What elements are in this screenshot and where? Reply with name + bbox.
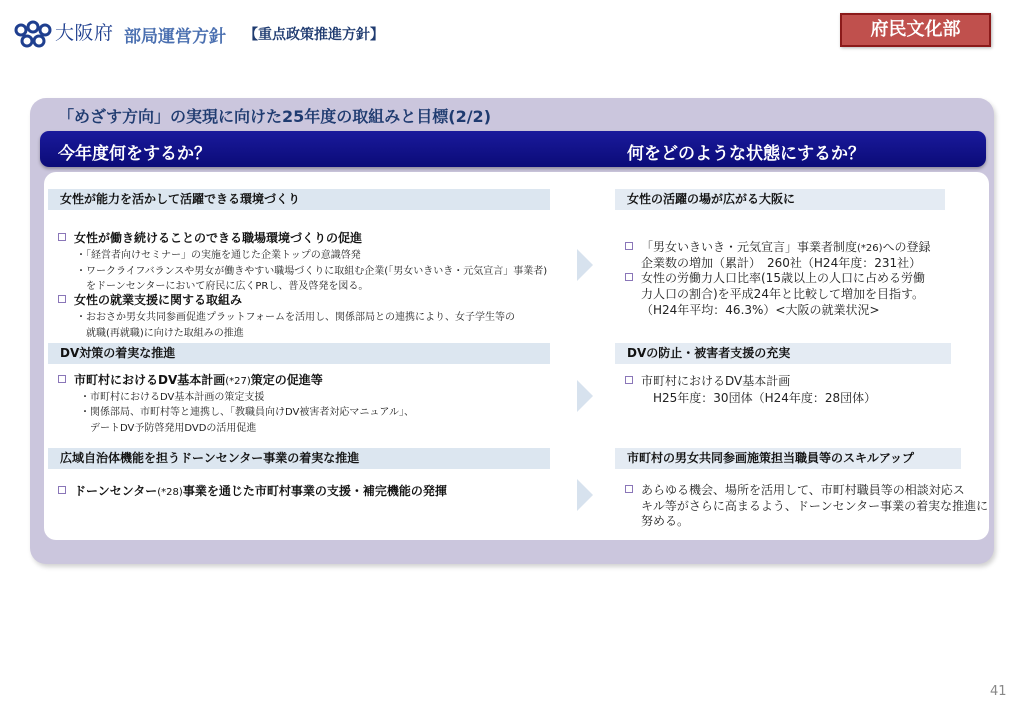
row-3-right-item-1-line-3: 努める。 <box>641 514 690 528</box>
row-2-item-1-sub-2: ・関係部局、市町村等と連携し、「教職員向けDV被害者対応マニュアル」、 <box>80 407 414 418</box>
arrow-right-icon <box>577 479 593 511</box>
row-3-right-item-1: あらゆる機会、場所を活用して、市町村職員等の相談対応ス <box>625 481 965 498</box>
row-1-item-1-title: 女性が働き続けることのできる職場環境づくりの促進 <box>58 229 362 246</box>
section-subtitle: 【重点政策推進方針】 <box>244 27 384 43</box>
row-3-right-item-1-line-2: キル等がさらに高まるよう、ドーンセンター事業の着実な推進に <box>641 499 989 513</box>
row-1-right-item-1: 「男女いきいき・元気宣言」事業者制度(*26)への登録 <box>625 238 931 255</box>
row-1-right-item-2: 女性の労働力人口比率(15歳以上の人口に占める労働 <box>625 269 925 286</box>
section-title: 部局運営方針 <box>124 27 226 47</box>
row-2-item-1-sub-1: ・市町村におけるDV基本計画の策定支援 <box>80 392 265 403</box>
row-1-item-1-sub-2: ・ワークライフバランスや男女が働きやすい職場づくりに取組む企業(「男女いきいき・元気宣言」事業者) <box>76 266 548 277</box>
row-2-item-1-title: 市町村におけるDV基本計画(*27)策定の促進等 <box>58 371 323 388</box>
department-badge: 府民文化部 <box>840 13 991 47</box>
row-2-right-item-1: 市町村におけるDV基本計画 <box>625 372 790 389</box>
osaka-logo-icon <box>14 20 52 48</box>
row-1-item-2-title: 女性の就業支援に関する取組み <box>58 291 242 308</box>
row-2-right-item-1-line-2: H25年度：30団体（H24年度：28団体） <box>641 391 877 405</box>
row-3-item-1-title: ドーンセンター(*28)事業を通じた市町村事業の支援・補完機能の発揮 <box>58 482 447 499</box>
row-2-left-bar: DV対策の着実な推進 <box>48 343 550 364</box>
checkbox-square-icon <box>58 486 66 494</box>
checkbox-square-icon <box>625 376 633 384</box>
row-1-right-item-2-line-2: 力人口の割合)を平成24年と比較して増加を目指す。 <box>641 287 924 301</box>
checkbox-square-icon <box>58 375 66 383</box>
left-column-heading: 今年度何をするか？ <box>58 144 211 164</box>
right-column-heading: 何をどのような状態にするか？ <box>627 144 865 164</box>
row-2-right-bar: DVの防止・被害者支援の充実 <box>615 343 951 364</box>
page-number: 41 <box>990 684 1007 699</box>
row-1-item-1-sub-3: をドーンセンターにおいて府民に広くPRし、普及啓発を図る。 <box>76 281 369 292</box>
row-1-right-bar: 女性の活躍の場が広がる大阪に <box>615 189 945 210</box>
row-1-right-item-2-line-3: （H24年平均：46.3%）<大阪の就業状況> <box>641 303 880 317</box>
row-3-right-bar: 市町村の男女共同参画施策担当職員等のスキルアップ <box>615 448 961 469</box>
row-1-item-2-sub-1: ・おおさか男女共同参画促進プラットフォームを活用し、関係部局との連携により、女子学生等の <box>76 312 515 323</box>
panel-title: 「めざす方向」の実現に向けた25年度の取組みと目標(2/2) <box>58 107 492 126</box>
row-2-item-1-sub-3: デートDV予防啓発用DVDの活用促進 <box>80 423 257 434</box>
checkbox-square-icon <box>625 485 633 493</box>
row-1-left-bar: 女性が能力を活かして活躍できる環境づくり <box>48 189 550 210</box>
checkbox-square-icon <box>58 233 66 241</box>
checkbox-square-icon <box>625 273 633 281</box>
row-1-right-item-1-line-2: 企業数の増加（累計） 260社（H24年度：231社） <box>641 256 922 270</box>
row-1-item-1-sub-1: ・「経営者向けセミナー」の実施を通じた企業トップの意識啓発 <box>76 250 361 261</box>
arrow-right-icon <box>577 380 593 412</box>
row-3-left-bar: 広域自治体機能を担うドーンセンター事業の着実な推進 <box>48 448 550 469</box>
checkbox-square-icon <box>58 295 66 303</box>
row-1-item-2-sub-2: 就職(再就職)に向けた取組みの推進 <box>76 328 244 339</box>
checkbox-square-icon <box>625 242 633 250</box>
arrow-right-icon <box>577 249 593 281</box>
org-name: 大阪府 <box>55 22 114 44</box>
